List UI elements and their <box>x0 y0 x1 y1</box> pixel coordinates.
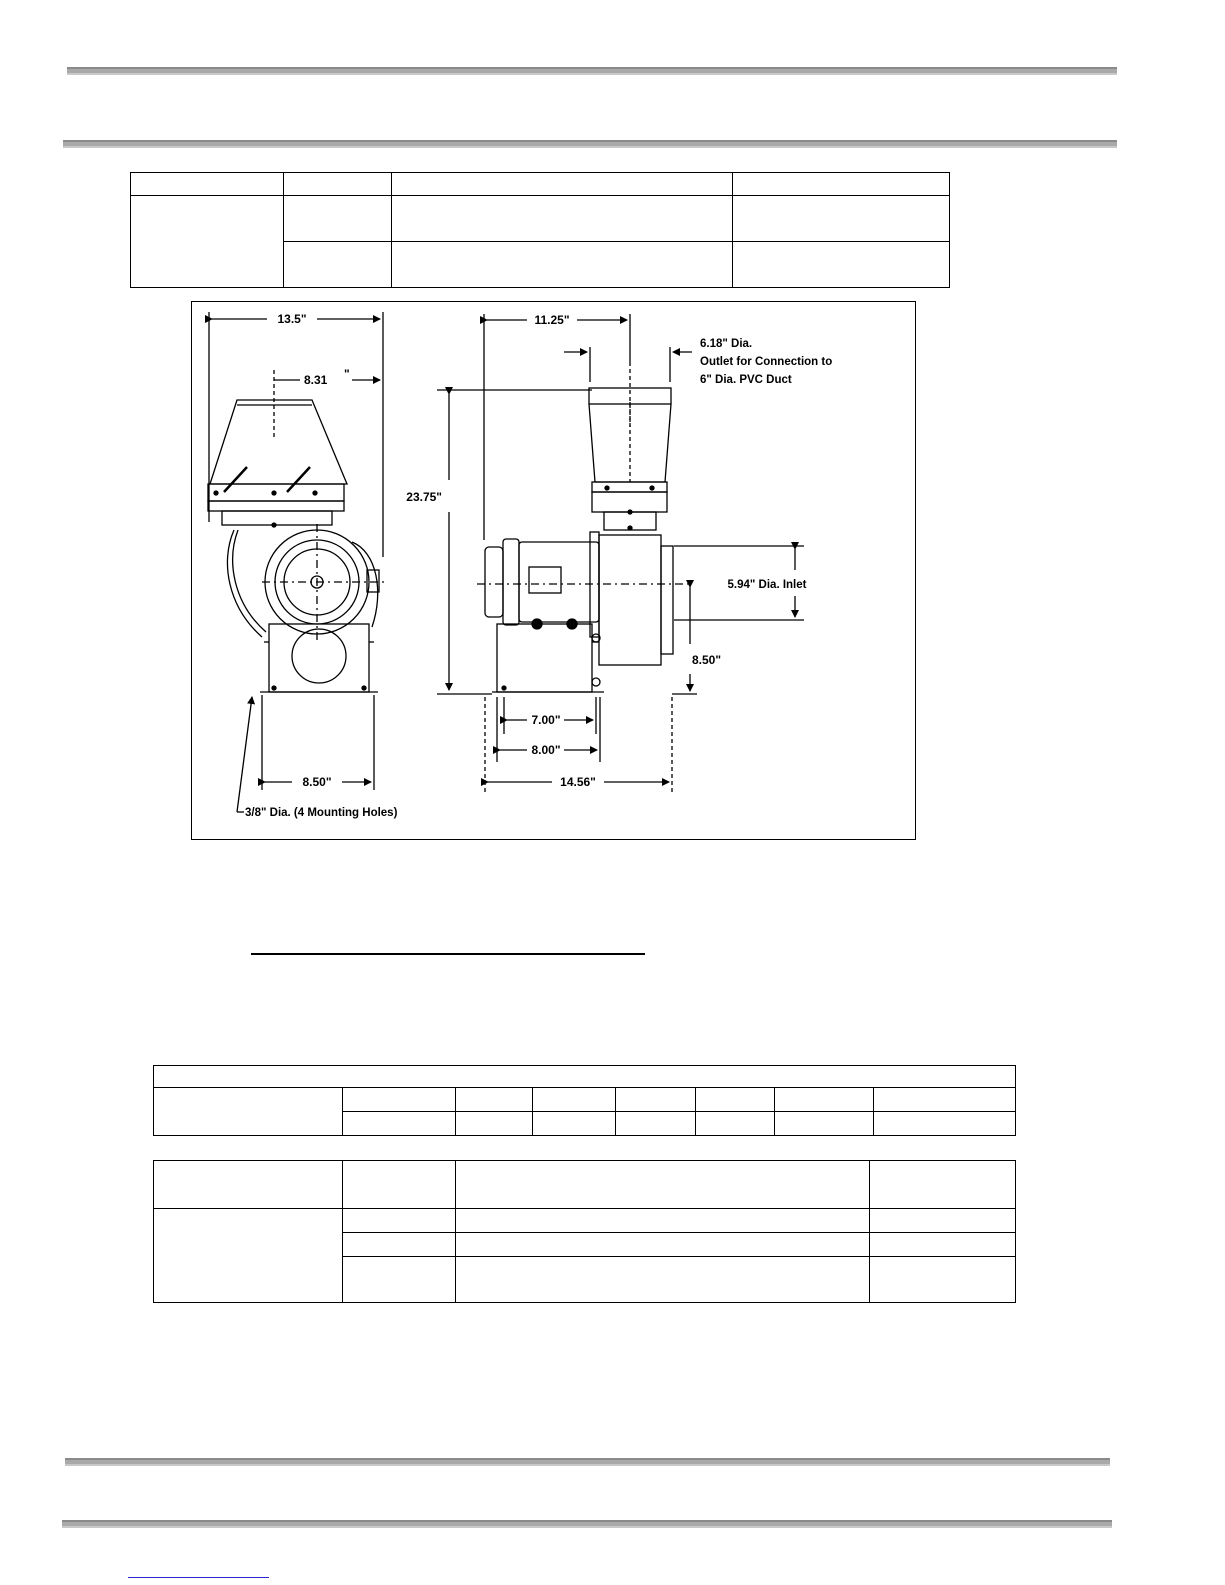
spec-table-cell <box>616 1088 696 1112</box>
outlet-note-line1: 6.18" Dia. <box>700 338 753 350</box>
top-table-cell <box>733 173 950 196</box>
spec-table-cell <box>775 1088 874 1112</box>
spec-table-cell <box>343 1088 456 1112</box>
top-table-cell <box>733 242 950 288</box>
spec-table-cell <box>154 1088 343 1136</box>
header-rule-bottom <box>63 140 1117 148</box>
bottom-table-cell <box>456 1161 870 1209</box>
outlet-note-line3: 6" Dia. PVC Duct <box>700 374 792 386</box>
bottom-table-cell <box>870 1161 1016 1209</box>
dim-top-width: 11.25" <box>534 313 570 327</box>
spec-table-cell <box>616 1112 696 1136</box>
dim-base-outer: 8.00" <box>531 743 561 757</box>
spec-table-header <box>154 1066 1016 1088</box>
bottom-table-cell <box>870 1233 1016 1257</box>
bottom-table-cell <box>456 1257 870 1303</box>
bottom-table-cell <box>154 1209 343 1303</box>
bottom-table-cell <box>343 1257 456 1303</box>
footer-rule-top <box>65 1458 1110 1466</box>
mounting-holes-note: 3/8" Dia. (4 Mounting Holes) <box>245 807 398 819</box>
spec-table-cell <box>874 1088 1016 1112</box>
drawing-svg <box>192 302 917 841</box>
spec-table-cell <box>343 1112 456 1136</box>
spec-table-cell <box>456 1112 533 1136</box>
spec-table-cell <box>696 1112 775 1136</box>
top-table-cell <box>392 196 733 242</box>
top-table-cell <box>284 242 392 288</box>
top-table-cell <box>392 173 733 196</box>
bottom-table-cell <box>456 1209 870 1233</box>
section-heading-underline <box>251 953 645 955</box>
dim-outlet-offset-unit: " <box>344 367 350 381</box>
spec-table-cell <box>533 1088 616 1112</box>
spec-table-cell <box>696 1088 775 1112</box>
spec-table-cell <box>775 1112 874 1136</box>
bottom-table-cell <box>456 1233 870 1257</box>
dim-height: 23.75" <box>406 490 442 504</box>
top-table-cell <box>131 196 284 288</box>
bottom-table-cell <box>343 1209 456 1233</box>
footer-rule-bottom <box>62 1520 1112 1528</box>
bottom-table-cell <box>343 1233 456 1257</box>
spec-table-cell <box>874 1112 1016 1136</box>
outlet-note-line2: Outlet for Connection to <box>700 356 833 368</box>
dim-overall-width: 13.5" <box>277 312 307 326</box>
top-table <box>130 172 950 288</box>
dim-base-inner: 7.00" <box>531 713 561 727</box>
dim-inlet-height: 8.50" <box>692 653 722 667</box>
top-table-cell <box>392 242 733 288</box>
spec-table-cell <box>456 1088 533 1112</box>
dim-base-width: 8.50" <box>302 775 332 789</box>
top-table-cell <box>284 173 392 196</box>
bottom-table <box>153 1160 1016 1303</box>
dim-outlet-offset: 8.31 <box>304 373 328 387</box>
bottom-table-cell <box>154 1161 343 1209</box>
header-rule-top <box>67 67 1117 75</box>
spec-table <box>153 1065 1016 1136</box>
blower-dimension-drawing <box>191 301 916 840</box>
bottom-table-cell <box>870 1257 1016 1303</box>
top-table-cell <box>131 173 284 196</box>
bottom-table-cell <box>343 1161 456 1209</box>
top-table-cell <box>733 196 950 242</box>
bottom-table-cell <box>870 1209 1016 1233</box>
top-table-cell <box>284 196 392 242</box>
inlet-note: 5.94" Dia. Inlet <box>727 579 807 591</box>
footer-link-underline[interactable] <box>128 1577 269 1578</box>
spec-table-cell <box>533 1112 616 1136</box>
dim-overall-length: 14.56" <box>560 775 596 789</box>
